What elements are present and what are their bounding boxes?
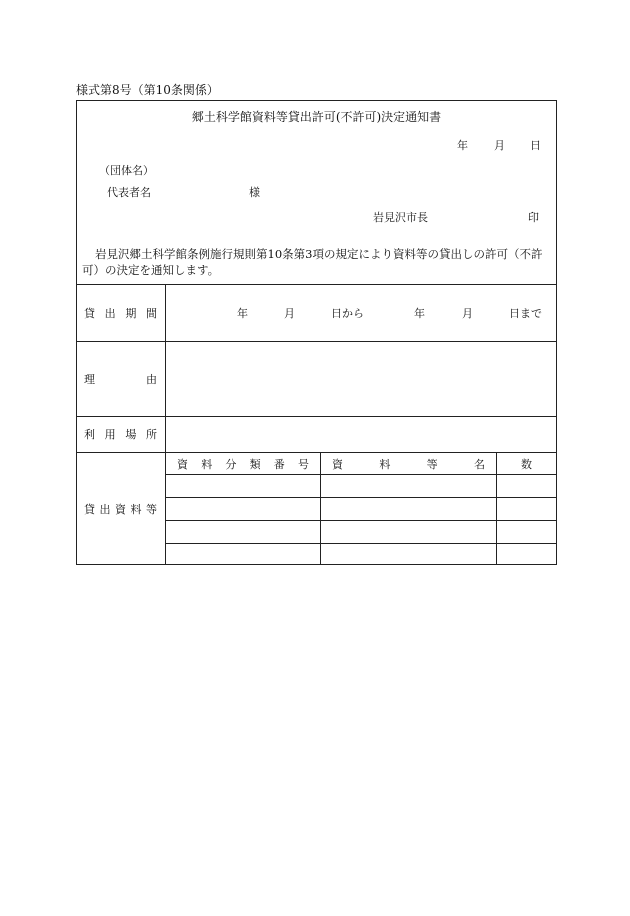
column-header-item-name: 資 料 等 名 bbox=[332, 458, 485, 471]
date-day-label: 日 bbox=[530, 139, 541, 152]
body-text-line-2: 可）の決定を通知します。 bbox=[82, 263, 220, 277]
row-divider-period bbox=[77, 341, 556, 342]
column-header-classification-number: 資 料 分 類 番 号 bbox=[177, 458, 309, 471]
items-column-divider bbox=[320, 452, 321, 564]
items-header-divider bbox=[165, 474, 556, 475]
group-name-label: （団体名） bbox=[99, 164, 154, 177]
items-row-divider bbox=[165, 497, 556, 498]
label-column-divider bbox=[165, 284, 166, 564]
column-header-quantity: 数 bbox=[521, 458, 532, 471]
period-from-day: 日から bbox=[331, 307, 364, 320]
date-year-label: 年 bbox=[457, 139, 468, 152]
items-label: 貸 出 資 料 等 bbox=[84, 503, 157, 516]
row-divider-place bbox=[77, 452, 556, 453]
row-divider-top bbox=[77, 284, 556, 285]
period-to-day: 日まで bbox=[509, 307, 542, 320]
period-to-year: 年 bbox=[414, 307, 425, 320]
items-row-divider bbox=[165, 543, 556, 544]
representative-label: 代表者名 bbox=[107, 186, 151, 199]
row-divider-reason bbox=[77, 416, 556, 417]
items-row-divider bbox=[165, 520, 556, 521]
issuer-name: 岩見沢市長 bbox=[373, 211, 428, 224]
honorific-label: 様 bbox=[249, 186, 260, 199]
period-to-month: 月 bbox=[462, 307, 473, 320]
form-number: 様式第8号（第10条関係） bbox=[76, 83, 219, 97]
place-label: 利 用 場 所 bbox=[84, 428, 157, 441]
date-month-label: 月 bbox=[494, 139, 505, 152]
form-title: 郷土科学館資料等貸出許可(不許可)決定通知書 bbox=[191, 110, 442, 124]
seal-label: 印 bbox=[528, 211, 539, 224]
reason-label: 理 由 bbox=[84, 373, 157, 386]
period-from-year: 年 bbox=[237, 307, 248, 320]
notification-form bbox=[76, 100, 557, 565]
body-text-line-1: 岩見沢郷土科学館条例施行規則第10条第3項の規定により資料等の貸出しの許可（不許 bbox=[95, 247, 543, 261]
period-label: 貸 出 期 間 bbox=[84, 307, 157, 320]
period-from-month: 月 bbox=[284, 307, 295, 320]
